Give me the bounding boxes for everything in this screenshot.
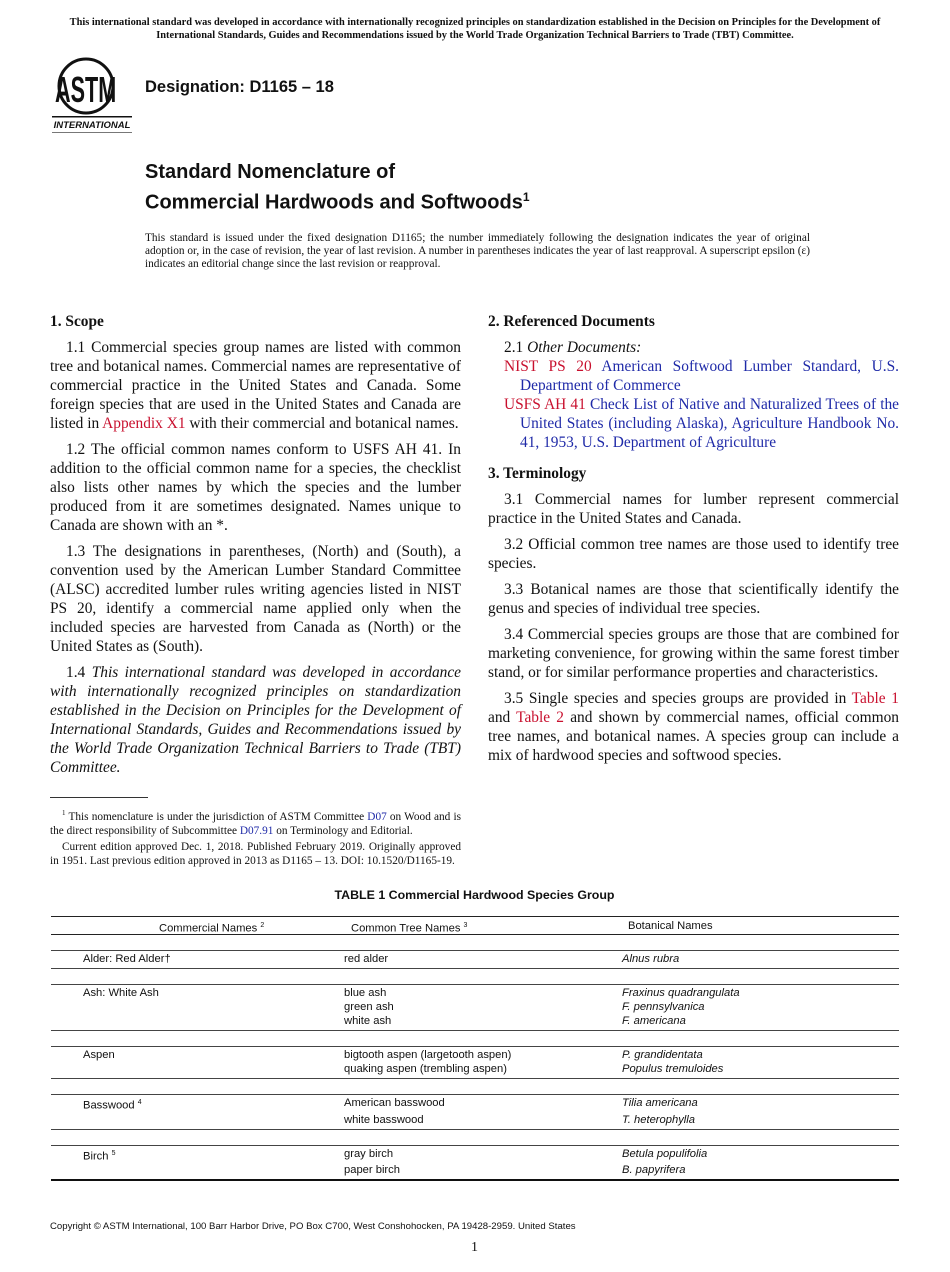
- d07-link[interactable]: D07: [367, 810, 387, 823]
- header-commercial-names: [159, 919, 264, 936]
- table-row: [51, 986, 899, 1000]
- common-tree-name: bigtooth aspen (largetooth aspen): [344, 1048, 512, 1061]
- fn1-text-c: on Terminology and Editorial.: [273, 824, 413, 837]
- header-footnote: 3: [463, 921, 468, 929]
- commercial-name: Basswood: [83, 1099, 135, 1112]
- copyright-notice: Copyright © ASTM International, 100 Barr Harbor Drive, PO Box C700, West Conshohocken, PA 19428-2959. United States: [50, 1221, 576, 1233]
- title-line-1: Standard Nomenclature of: [145, 161, 396, 183]
- p2-1-number: 2.1: [504, 339, 528, 356]
- header-common-tree-names: [351, 919, 467, 936]
- hardwood-species-table: [51, 916, 899, 1181]
- document-body: [50, 312, 899, 1256]
- commercial-name-cell: [51, 986, 311, 1000]
- paragraph-1-2: 1.2 The official common names conform to USFS AH 41. In addition to the official common name for a species, the checklist also lists other names by which the species and the lumber produced from it are sometimes designated. Names unique to Canada are shown with an *.: [50, 441, 461, 534]
- ref-code-link[interactable]: USFS AH 41: [504, 396, 586, 413]
- footnote-1: [50, 806, 461, 838]
- species-group: [51, 1145, 899, 1182]
- table-row: [51, 1048, 899, 1062]
- commercial-name-cell: [51, 1048, 311, 1062]
- two-column-text: [50, 312, 899, 870]
- document-title: [145, 160, 530, 216]
- common-tree-name: green ash: [344, 1000, 394, 1013]
- p1-1-text-b: with their commercial and botanical names.: [185, 415, 459, 432]
- table-2-link[interactable]: Table 2: [516, 709, 564, 726]
- commercial-name-cell: [51, 952, 311, 966]
- page-number: 1: [471, 1240, 478, 1256]
- footnote-1-mark: 1: [62, 809, 66, 817]
- ref-code-link[interactable]: NIST PS 20: [504, 358, 592, 375]
- footnote-divider: [50, 797, 148, 798]
- reference-nist-ps20: [488, 357, 899, 395]
- header-footnote: 2: [260, 921, 265, 929]
- table-row: [51, 952, 899, 966]
- header-botanical-names: Botanical Names: [628, 919, 713, 932]
- left-column: [50, 312, 461, 870]
- botanical-name: P. grandidentata: [622, 1048, 703, 1061]
- common-tree-name: white ash: [344, 1014, 392, 1027]
- issuance-statement: This standard is issued under the fixed designation D1165; the number immediately following the designation indicates the year of original adoption or, in the case of revision, the year of last revision. A number in parentheses indicates the year of last reapproval. A superscript epsilon (ε) indicates an editorial change since the last revision or reapproval.: [145, 232, 810, 270]
- species-group: [51, 1046, 899, 1079]
- common-tree-name: paper birch: [344, 1164, 400, 1177]
- right-column: [488, 312, 899, 772]
- title-line-2-text: Commercial Hardwoods and Softwoods: [145, 191, 523, 214]
- table-title: TABLE 1 Commercial Hardwood Species Group: [334, 887, 615, 902]
- botanical-name: F. americana: [622, 1014, 686, 1027]
- section-heading-terminology: 3. Terminology: [488, 465, 587, 482]
- commercial-name-cell: [51, 1000, 311, 1014]
- table-body: [51, 950, 899, 1181]
- common-tree-name: American basswood: [344, 1096, 445, 1109]
- commercial-name-cell: [51, 1147, 311, 1164]
- d07-91-link[interactable]: D07.91: [239, 824, 274, 837]
- table-row: [51, 1147, 899, 1164]
- table-1-link[interactable]: Table 1: [851, 690, 899, 707]
- commercial-name: Alder: Red Alder†: [83, 952, 171, 965]
- footnotes: [50, 806, 461, 868]
- paragraph-1-1: [50, 338, 461, 433]
- common-tree-name: red alder: [344, 952, 389, 965]
- botanical-name: F. pennsylvanica: [622, 1000, 705, 1013]
- reference-usfs-ah41: [488, 395, 899, 452]
- table-row: [51, 1014, 899, 1028]
- title-footnote-mark: 1: [522, 190, 530, 204]
- species-group: [51, 950, 899, 969]
- commercial-name: Ash: White Ash: [83, 986, 159, 999]
- p1-4-text: This international standard was developed in accordance with internationally recognized principles on standardization established in the Decision on Principles for the Development of International Standards, Guides and Recommendations issued by the World Trade Organization Technical Barriers to Trade (TBT) Committee.: [50, 664, 461, 776]
- section-heading-scope: 1. Scope: [50, 313, 104, 330]
- table-row: [51, 1113, 899, 1127]
- header-label: Commercial Names: [159, 922, 258, 935]
- table-row: [51, 1096, 899, 1113]
- commercial-name-cell: [51, 1163, 311, 1177]
- commercial-name: Aspen: [83, 1048, 115, 1061]
- footnote-edition: Current edition approved Dec. 1, 2018. Published February 2019. Originally approved in 1951. Last previous edition approved in 2013 as D1165 – 13. DOI: 10.1520/D1165-19.: [50, 840, 461, 867]
- paragraph-3-3: 3.3 Botanical names are those that scientifically identify the genus and species of individual tree species.: [488, 581, 899, 617]
- header-label: Common Tree Names: [351, 922, 461, 935]
- paragraph-1-4: [50, 663, 461, 777]
- footnote-mark: 5: [111, 1149, 116, 1157]
- astm-logo: [52, 56, 134, 136]
- botanical-name: Tilia americana: [622, 1096, 698, 1109]
- common-tree-name: quaking aspen (trembling aspen): [344, 1062, 507, 1075]
- table-row: [51, 1062, 899, 1076]
- commercial-name-cell: [51, 1096, 311, 1113]
- paragraph-3-4: 3.4 Commercial species groups are those that are combined for marketing convenience, for growing within the same forest timber stand, or for similar performance properties and characteristics.: [488, 626, 899, 681]
- commercial-name-cell: [51, 1062, 311, 1076]
- p1-1-text-a: 1.1 Commercial species group names are listed with common tree and botanical names. Commercial names are representative of commercial practice in the United States and Canada. Some foreign species that are used in the United States and Canada are listed in: [50, 339, 461, 432]
- paragraph-3-1: 3.1 Commercial names for lumber represent commercial practice in the United States and Canada.: [488, 491, 899, 527]
- botanical-name: Alnus rubra: [622, 952, 680, 965]
- botanical-name: Fraxinus quadrangulata: [622, 986, 740, 999]
- ref-title-link[interactable]: American Softwood Lumber Standard, U.S. Department of Commerce: [520, 358, 899, 394]
- ref-title-link[interactable]: Check List of Native and Naturalized Trees of the United States (including Alaska), Agriculture Handbook No. 41, 1953, U.S. Department of Agriculture: [520, 396, 899, 451]
- paragraph-3-5: [488, 689, 899, 765]
- common-tree-name: gray birch: [344, 1147, 394, 1160]
- botanical-name: Populus tremuloides: [622, 1062, 724, 1075]
- botanical-name: Betula populifolia: [622, 1147, 708, 1160]
- p2-1-text: Other Documents:: [527, 339, 642, 356]
- commercial-name-cell: [51, 1113, 311, 1127]
- fn1-text-b: on Wood and is the direct responsibility of Subcommittee: [50, 810, 461, 837]
- paragraph-1-3: 1.3 The designations in parentheses, (North) and (South), a convention used by the American Lumber Standard Committee (ALSC) accredited lumber rules writing agencies listed in NIST PS 20, identify a commercial name applied only when the included species are harvested from Canada as (North) or the United States as (South).: [50, 543, 461, 655]
- svg-text:INTERNATIONAL: INTERNATIONAL: [53, 120, 131, 131]
- standard-notice: This international standard was developed in accordance with internationally recognized principles on standardization established in the Decision on Principles for the Development of International Standards, Guides and Recommendations issued by the World Trade Organization Technical Barriers to Trade (TBT) Committee.: [69, 17, 881, 41]
- commercial-name-cell: [51, 1014, 311, 1028]
- common-tree-name: white basswood: [344, 1113, 424, 1126]
- species-group: [51, 1094, 899, 1130]
- botanical-name: B. papyrifera: [622, 1164, 686, 1177]
- p3-5-text-a: 3.5 Single species and species groups are provided in: [504, 690, 852, 707]
- botanical-name: T. heterophylla: [622, 1113, 695, 1126]
- svg-text:ASTM: ASTM: [55, 70, 117, 111]
- table-row: [51, 1000, 899, 1014]
- species-group: [51, 984, 899, 1031]
- designation: Designation: D1165 – 18: [145, 78, 334, 96]
- paragraph-2-1: [488, 338, 899, 357]
- paragraph-3-2: 3.2 Official common tree names are those used to identify tree species.: [488, 536, 899, 572]
- table-row: [51, 1163, 899, 1177]
- p3-5-text-c: and shown by commercial names, official common tree names, and botanical names. A species group can include a mix of hardwood species and softwood species.: [488, 709, 899, 764]
- appendix-x1-link[interactable]: Appendix X1: [102, 415, 186, 432]
- p3-5-text-b: and: [488, 709, 517, 726]
- common-tree-name: blue ash: [344, 986, 387, 999]
- commercial-name: Birch: [83, 1150, 109, 1163]
- table-header: [51, 916, 899, 935]
- p1-4-number: 1.4: [66, 664, 92, 681]
- fn1-text-a: This nomenclature is under the jurisdiction of ASTM Committee: [68, 810, 368, 823]
- footnote-mark: 4: [137, 1098, 142, 1106]
- title-line-2: [145, 185, 530, 216]
- section-heading-referenced-documents: 2. Referenced Documents: [488, 313, 655, 330]
